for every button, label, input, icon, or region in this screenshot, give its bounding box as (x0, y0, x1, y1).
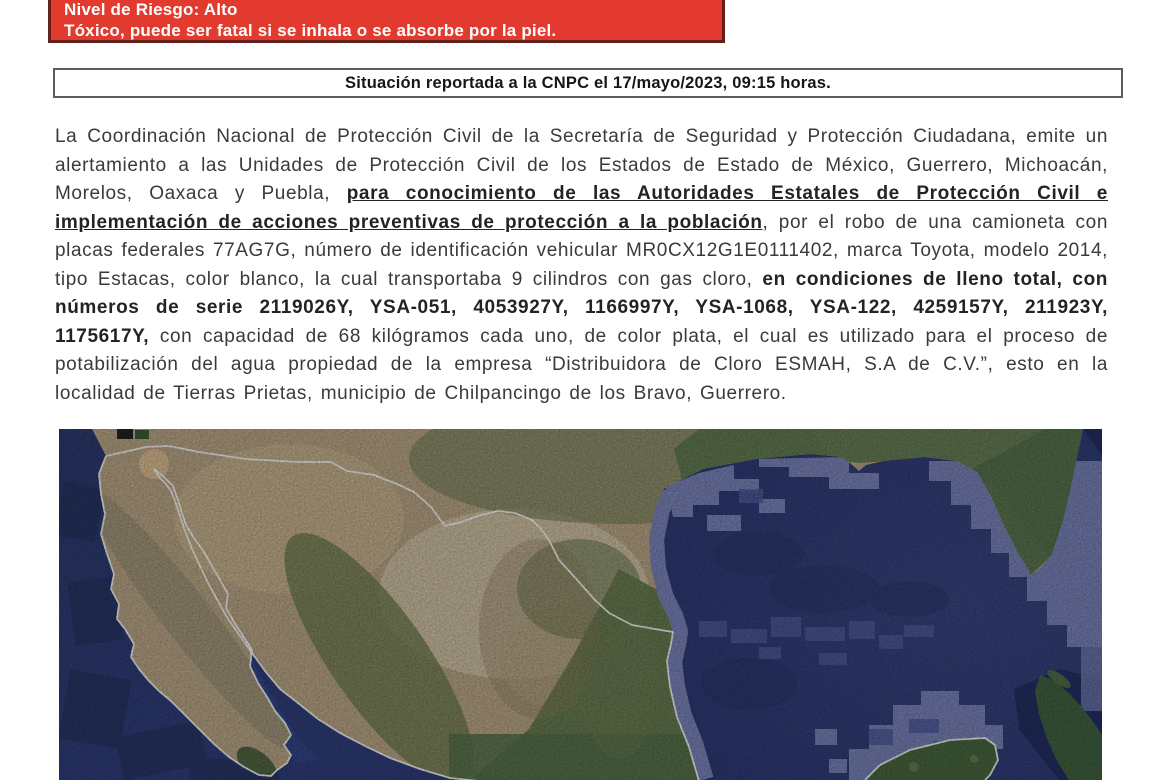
paragraph-segment: para conocimiento de las Autoridades Estatales de Protección Civil e implementación de acciones preventivas de protección a la población (55, 183, 1108, 233)
satellite-map (59, 429, 1102, 780)
risk-level-line: Nivel de Riesgo: Alto (64, 0, 238, 19)
paragraph-segment: , por el robo de una camioneta con placas federales 77AG7G, número de identificación vehicular MR0CX12G1E0111402, marca Toyota, modelo 2014, tipo Estacas, color blanco, la cual transportaba 9 cilindros con gas cloro, (55, 211, 1108, 290)
alert-paragraph (55, 123, 1108, 408)
paragraph-segment: con capacidad de 68 kilógramos cada uno, de color plata, el cual es utilizado para el proceso de potabilización del agua propiedad de la empresa “Distribuidora de Cloro ESMAH, S.A de C.V.”, esto en la localidad de Tierras Prietas, municipio de Chilpancingo de los Bravo, Guerrero. (55, 325, 1108, 404)
paragraph-segment: La Coordinación Nacional de Protección Civil de la Secretaría de Seguridad y Protección Ciudadana, emite un alertamiento a las Unidades de Protección Civil de los Estados de Estado de México, Guerrero, Michoacán, Morelos, Oaxaca y Puebla, (55, 126, 1108, 204)
satellite-grain-texture (59, 429, 1102, 780)
paragraph-segment: en condiciones de lleno total, con números de serie 2119026Y, YSA-051, 4053927Y, 1166997Y, YSA-1068, YSA-122, 4259157Y, 211923Y, 1175617Y, (55, 268, 1109, 347)
report-situation-text: Situación reportada a la CNPC el 17/mayo/2023, 09:15 horas. (345, 73, 831, 92)
report-situation-box (53, 68, 1123, 98)
risk-level-banner (48, 0, 725, 43)
risk-description-line: Tóxico, puede ser fatal si se inhala o se absorbe por la piel. (64, 21, 557, 40)
